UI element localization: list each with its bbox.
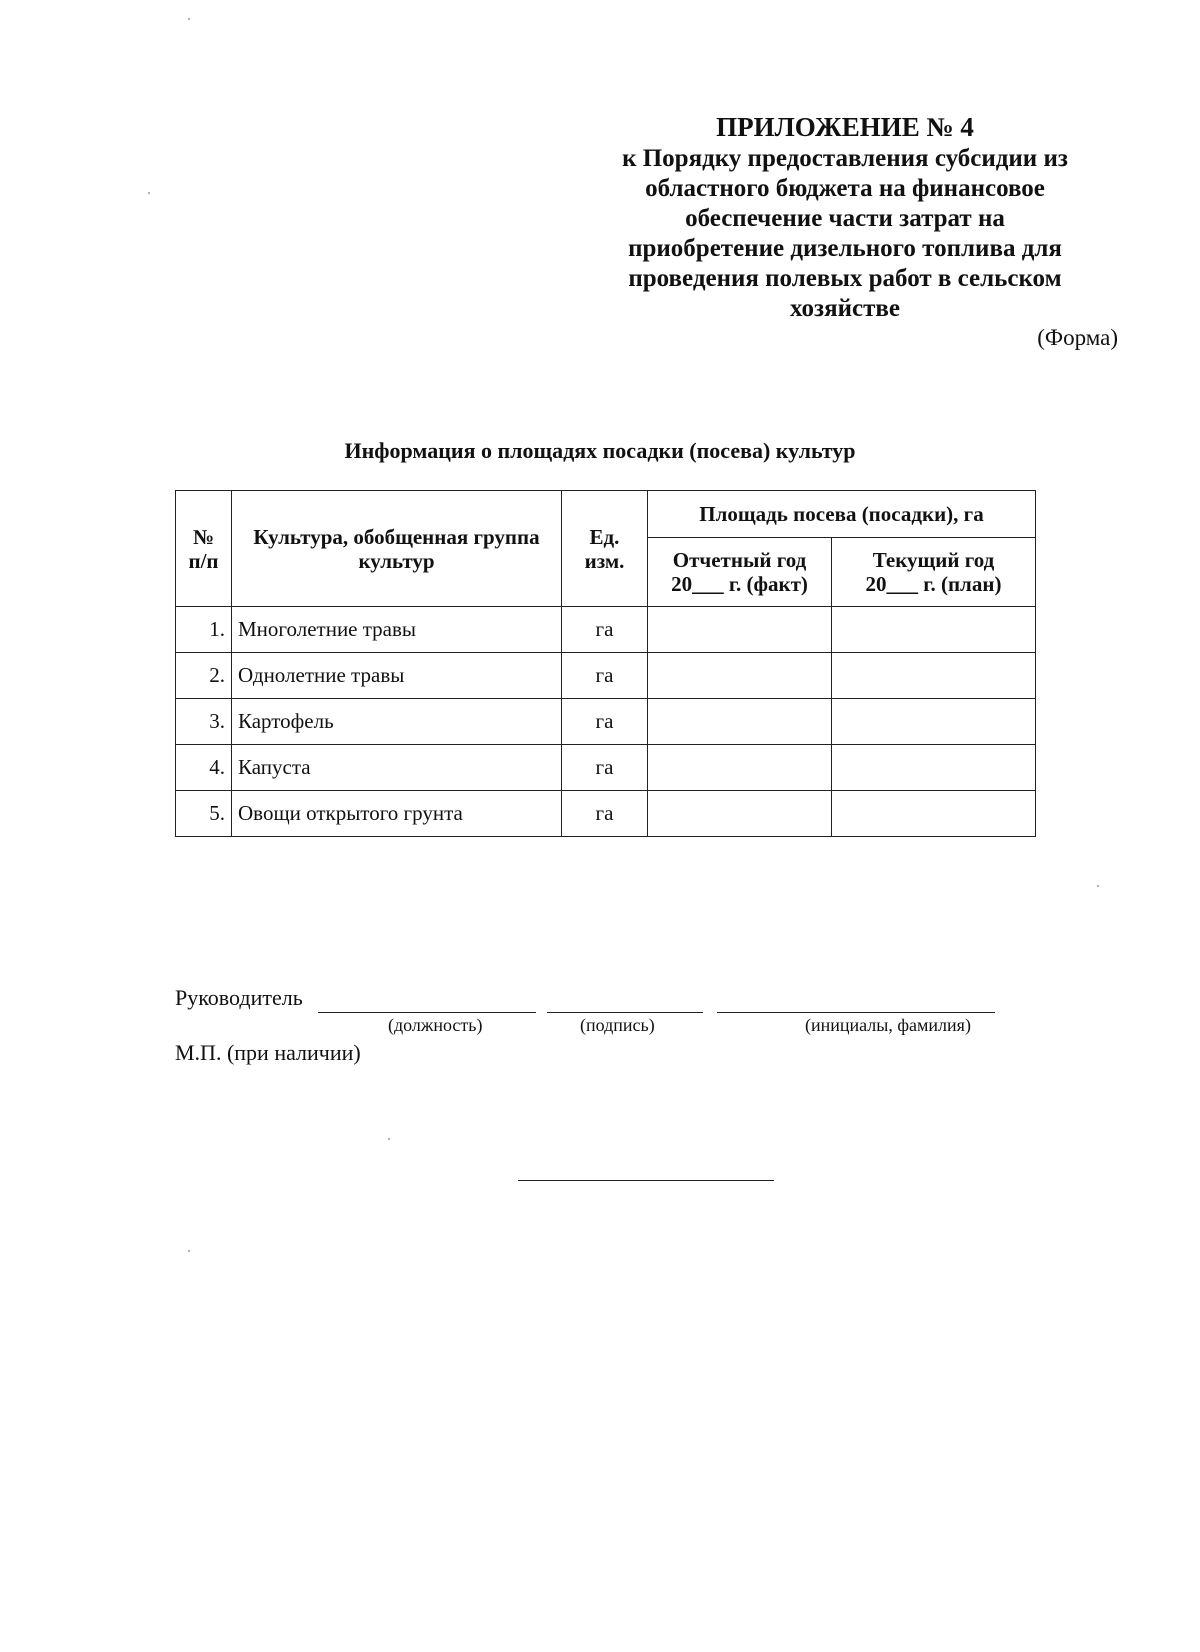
form-label: (Форма) bbox=[1037, 325, 1118, 350]
header-crop: Культура, обобщенная группа культур bbox=[232, 491, 562, 607]
row-unit: га bbox=[562, 607, 648, 653]
appendix-subtitle-line: областного бюджета на финансовое bbox=[645, 175, 1045, 202]
row-reporting-value[interactable] bbox=[648, 699, 832, 745]
row-reporting-value[interactable] bbox=[648, 653, 832, 699]
table-row bbox=[176, 745, 1036, 791]
row-current-value[interactable] bbox=[832, 745, 1036, 791]
header-num: № п/п bbox=[176, 491, 232, 607]
row-reporting-value[interactable] bbox=[648, 745, 832, 791]
row-number: 3. bbox=[176, 699, 232, 745]
closing-separator bbox=[518, 1180, 774, 1181]
appendix-subtitle-line: обеспечение части затрат на bbox=[685, 205, 1005, 232]
row-current-value[interactable] bbox=[832, 653, 1036, 699]
crop-area-table bbox=[175, 490, 1036, 837]
header-current-year bbox=[832, 538, 1036, 607]
name-line[interactable] bbox=[717, 1012, 995, 1013]
current-year-period: 20___ г. (план) bbox=[865, 572, 1002, 596]
appendix-subtitle-line: хозяйстве bbox=[790, 295, 900, 322]
signature-label: Руководитель bbox=[175, 985, 303, 1010]
row-crop: Картофель bbox=[232, 699, 562, 745]
row-number: 4. bbox=[176, 745, 232, 791]
row-crop: Однолетние травы bbox=[232, 653, 562, 699]
row-unit: га bbox=[562, 653, 648, 699]
row-number: 5. bbox=[176, 791, 232, 837]
row-unit: га bbox=[562, 699, 648, 745]
position-caption: (должность) bbox=[388, 1015, 483, 1035]
name-caption: (инициалы, фамилия) bbox=[805, 1015, 971, 1035]
appendix-subtitle-line: к Порядку предоставления субсидии из bbox=[622, 145, 1068, 172]
table-row bbox=[176, 791, 1036, 837]
header-area-group: Площадь посева (посадки), га bbox=[648, 491, 1036, 538]
row-reporting-value[interactable] bbox=[648, 607, 832, 653]
table-title: Информация о площадях посадки (посева) культур bbox=[344, 438, 856, 463]
row-current-value[interactable] bbox=[832, 699, 1036, 745]
scan-speck bbox=[188, 1250, 190, 1252]
row-crop: Многолетние травы bbox=[232, 607, 562, 653]
reporting-year-period: 20___ г. (факт) bbox=[671, 572, 808, 596]
row-crop: Капуста bbox=[232, 745, 562, 791]
table-row bbox=[176, 699, 1036, 745]
position-line[interactable] bbox=[318, 1012, 536, 1013]
table-row bbox=[176, 653, 1036, 699]
current-year-label: Текущий год bbox=[872, 548, 995, 572]
signature-line[interactable] bbox=[547, 1012, 703, 1013]
row-current-value[interactable] bbox=[832, 791, 1036, 837]
appendix-title: ПРИЛОЖЕНИЕ № 4 bbox=[716, 112, 974, 142]
scan-speck bbox=[148, 192, 150, 194]
appendix-subtitle-line: приобретение дизельного топлива для bbox=[628, 235, 1062, 262]
header-reporting-year bbox=[648, 538, 832, 607]
row-unit: га bbox=[562, 745, 648, 791]
row-crop: Овощи открытого грунта bbox=[232, 791, 562, 837]
header-unit: Ед. изм. bbox=[562, 491, 648, 607]
seal-note: М.П. (при наличии) bbox=[175, 1040, 361, 1065]
scan-speck bbox=[388, 1138, 390, 1140]
row-number: 1. bbox=[176, 607, 232, 653]
row-number: 2. bbox=[176, 653, 232, 699]
row-reporting-value[interactable] bbox=[648, 791, 832, 837]
reporting-year-label: Отчетный год bbox=[672, 548, 807, 572]
table-row bbox=[176, 607, 1036, 653]
appendix-header bbox=[585, 112, 1105, 324]
scan-speck bbox=[1097, 885, 1099, 887]
row-unit: га bbox=[562, 791, 648, 837]
signature-caption: (подпись) bbox=[580, 1015, 655, 1035]
row-current-value[interactable] bbox=[832, 607, 1036, 653]
scan-speck bbox=[188, 18, 190, 20]
appendix-subtitle-line: проведения полевых работ в сельском bbox=[628, 265, 1062, 292]
